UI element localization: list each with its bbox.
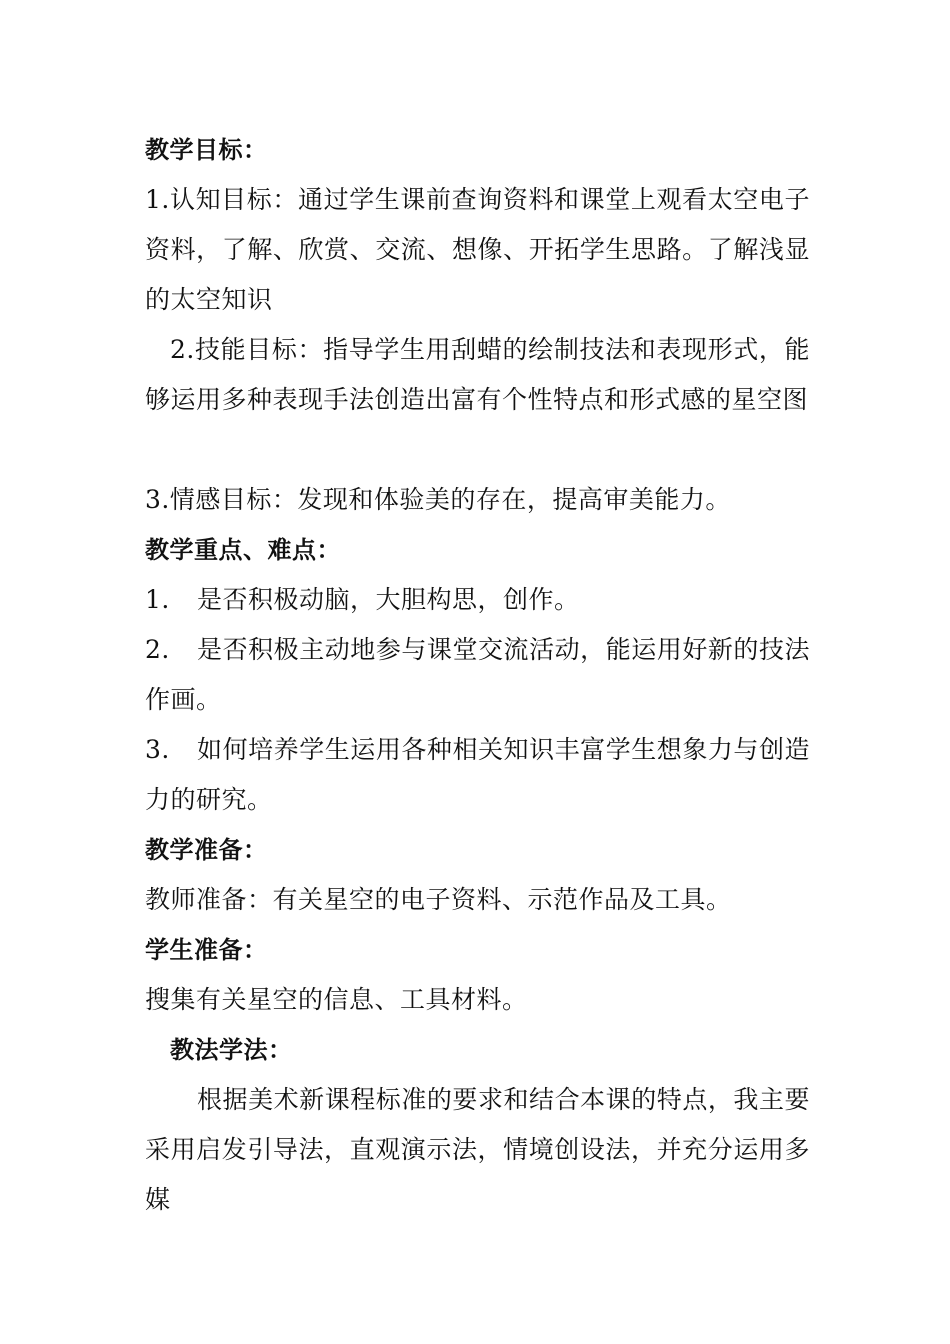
key-point-item bbox=[145, 625, 810, 725]
heading-student-prep: 学生准备： bbox=[145, 936, 268, 964]
key-point-item bbox=[145, 575, 810, 625]
goal-cognitive: 1.认知目标：通过学生课前查询资料和课堂上观看太空电子资料，了解、欣赏、交流、想像、开拓学生思路。了解浅显的太空知识 bbox=[145, 185, 810, 314]
heading-key-points: 教学重点、难点： bbox=[145, 536, 341, 564]
key-point-number: 1. bbox=[145, 585, 170, 614]
key-point-text: 如何培养学生运用各种相关知识丰富学生想象力与创造力的研究。 bbox=[145, 735, 810, 814]
key-point-number: 3. bbox=[145, 735, 170, 764]
student-prep: 搜集有关星空的信息、工具材料。 bbox=[145, 985, 528, 1014]
goal-emotional: 3.情感目标：发现和体验美的存在，提高审美能力。 bbox=[145, 485, 731, 514]
teacher-prep: 教师准备：有关星空的电子资料、示范作品及工具。 bbox=[145, 885, 732, 914]
heading-teaching-methods: 教法学法： bbox=[170, 1036, 293, 1064]
methods-paragraph: 根据美术新课程标准的要求和结合本课的特点，我主要采用启发引导法，直观演示法，情境创设法，并充分运用多媒 bbox=[145, 1085, 810, 1214]
key-point-item bbox=[145, 725, 810, 825]
key-point-text: 是否积极动脑，大胆构思，创作。 bbox=[197, 585, 580, 614]
key-point-text: 是否积极主动地参与课堂交流活动，能运用好新的技法作画。 bbox=[145, 635, 810, 714]
goal-skills: 2.技能目标：指导学生用刮蜡的绘制技法和表现形式，能够运用多种表现手法创造出富有个性特点和形式感的星空图 bbox=[145, 335, 810, 414]
key-point-number: 2. bbox=[145, 635, 170, 664]
heading-teaching-goals: 教学目标： bbox=[145, 136, 268, 164]
heading-teaching-prep: 教学准备： bbox=[145, 836, 268, 864]
